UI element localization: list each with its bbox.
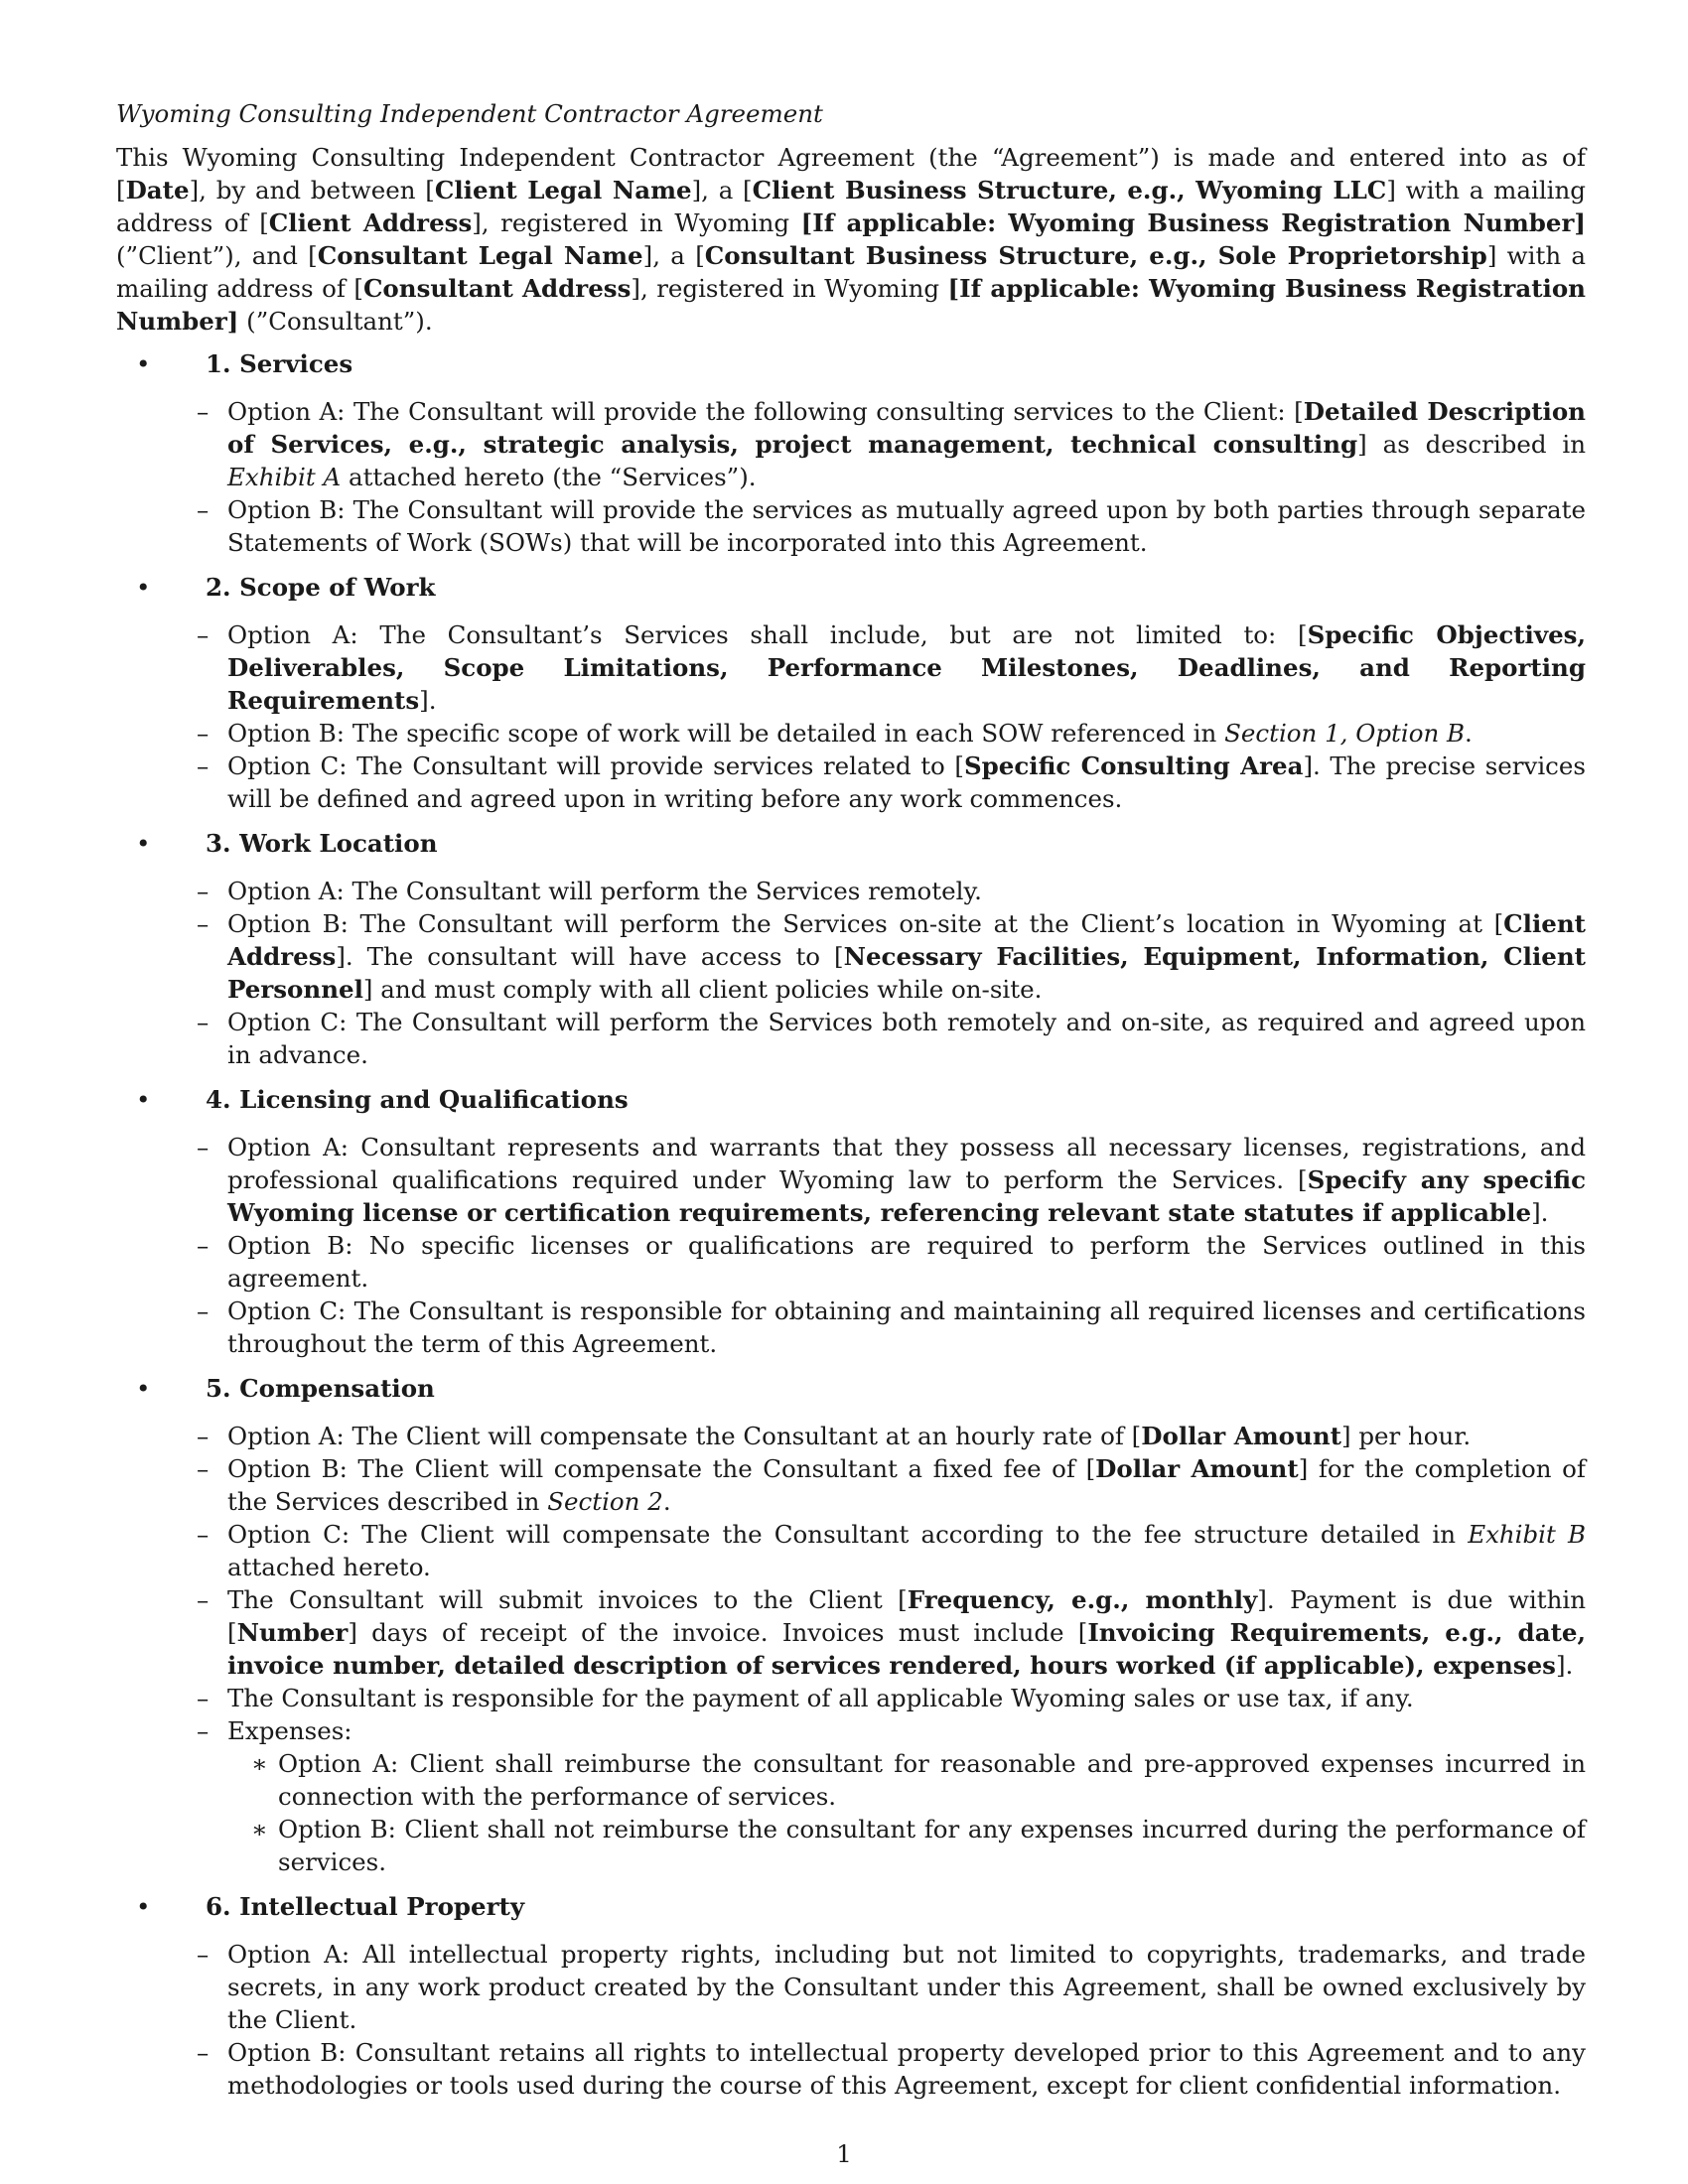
document-title: Wyoming Consulting Independent Contractor Agreement — [116, 99, 823, 128]
dash-icon: – — [197, 1585, 210, 1614]
dash-icon: – — [197, 495, 210, 524]
option-list — [116, 395, 1586, 559]
option-item: – Option A: The Consultant will perform the Services remotely. — [197, 877, 982, 905]
section-heading: • 1. Services — [136, 349, 353, 378]
option-item: – Option A: The Consultant’s Services shall include, but are not limited to: [Specific Objectives, Deliverables, Scope Limitations, Performance Milestones, Deadlines, and Reporting Requirements]. — [197, 620, 1587, 715]
dash-icon: – — [197, 1231, 210, 1260]
section-scope-of-work — [116, 571, 1586, 815]
section-compensation — [116, 1372, 1586, 1878]
dash-icon: – — [197, 620, 210, 649]
option-item: – The Consultant will submit invoices to the Client [Frequency, e.g., monthly]. Payment is due within [Number] days of receipt of the invoice. Invoices must include [Invoicing Requirements, e.g., date, invoice number, detailed description of services rendered, hours worked (if applicable), expenses]. — [197, 1585, 1587, 1680]
dash-icon: – — [197, 397, 210, 426]
bullet-icon: • — [136, 573, 151, 602]
bullet-icon: • — [136, 1085, 151, 1114]
dash-icon: – — [197, 1454, 210, 1483]
option-item: – Option A: Consultant represents and warrants that they possess all necessary licenses, registrations, and professional qualifications required under Wyoming law to perform the Services. [Specify any specific Wyoming license or certification requirements, referencing relevant state statutes if applicable]. — [197, 1133, 1586, 1227]
option-item: – Option A: All intellectual property rights, including but not limited to copyrights, trademarks, and trade secrets, in any work product created by the Consultant under this Agreement, shall be owned exclusively by the Client. — [197, 1940, 1586, 2034]
dash-icon: – — [197, 1297, 210, 1325]
dash-icon: – — [197, 1133, 210, 1161]
bullet-icon: • — [136, 1374, 151, 1403]
dash-icon: – — [197, 1422, 210, 1450]
asterisk-icon: ∗ — [251, 1749, 268, 1778]
section-heading: • 5. Compensation — [136, 1374, 435, 1403]
page-number: 1 — [836, 2139, 852, 2168]
bullet-icon: • — [136, 349, 151, 378]
dash-icon: – — [197, 877, 210, 905]
bullet-icon: • — [136, 829, 151, 858]
option-item: – Option C: The Consultant will provide services related to [Specific Consulting Area]. The precise services will be defined and agreed upon in writing before any work commences. — [197, 751, 1586, 813]
dash-icon: – — [197, 751, 210, 780]
section-heading: • 6. Intellectual Property — [136, 1892, 525, 1921]
dash-icon: – — [197, 1684, 210, 1712]
option-item: – Option B: The Consultant will perform the Services on-site at the Client’s location in Wyoming at [Client Address]. The consultant will have access to [Necessary Facilities, Equipment, Information, Client Personnel] and must comply with all client policies while on-site. — [197, 909, 1586, 1004]
option-item: – Option B: The Consultant will provide the services as mutually agreed upon by both parties through separate Statements of Work (SOWs) that will be incorporated into this Agreement. — [197, 495, 1586, 557]
dash-icon: – — [197, 1008, 210, 1036]
dash-icon: – — [197, 2038, 210, 2067]
bullet-icon: • — [136, 1892, 151, 1921]
asterisk-icon: ∗ — [251, 1815, 268, 1843]
dash-icon: – — [197, 719, 210, 748]
sub-option-item: ∗ Option A: Client shall reimburse the consultant for reasonable and pre-approved expenses incurred in connection with the performance of services. — [251, 1749, 1586, 1811]
option-list — [116, 875, 1586, 1071]
option-item: – Expenses: ∗ Option A: Client shall reimburse the consultant for reasonable and pre-approved expenses incurred in connection with the performance of services. ∗ Option B: Client shall not reimburse the consultant for any expenses incurred during the performance of services. — [197, 1716, 1586, 1876]
section-intellectual-property — [116, 1890, 1586, 2102]
expenses-sublist — [227, 1747, 1586, 1878]
sub-option-item: ∗ Option B: Client shall not reimburse the consultant for any expenses incurred during the performance of services. — [251, 1815, 1586, 1876]
section-licensing — [116, 1083, 1586, 1360]
option-item: – Option A: The Client will compensate the Consultant at an hourly rate of [Dollar Amount] per hour. — [197, 1422, 1472, 1450]
option-item: – Option B: The specific scope of work will be detailed in each SOW referenced in Section 1, Option B. — [197, 719, 1473, 748]
option-list — [116, 1938, 1586, 2102]
option-item: – The Consultant is responsible for the payment of all applicable Wyoming sales or use tax, if any. — [197, 1684, 1414, 1712]
option-list — [116, 618, 1586, 815]
dash-icon: – — [197, 909, 210, 938]
section-heading: • 2. Scope of Work — [136, 573, 436, 602]
dash-icon: – — [197, 1940, 210, 1969]
section-heading: • 3. Work Location — [136, 829, 438, 858]
intro-paragraph: This Wyoming Consulting Independent Contractor Agreement (the “Agreement”) is made and entered into as of [Date], by and between [Client Legal Name], a [Client Business Structure, e.g., Wyoming LLC] with a mailing address of [Client Address], registered in Wyoming [If applicable: Wyoming Business Registration Number] (”Client”), and [Consultant Legal Name], a [Consultant Business Structure, e.g., Sole Proprietorship] with a mailing address of [Consultant Address], registered in Wyoming [If applicable: Wyoming Business Registration Number] (”Consultant”). — [116, 143, 1587, 336]
section-work-location — [116, 827, 1586, 1071]
option-item: – Option A: The Consultant will provide the following consulting services to the Client: [Detailed Description of Services, e.g., strategic analysis, project management, technical consulting] as described in Exhibit A attached hereto (the “Services”). — [197, 397, 1587, 491]
option-list — [116, 1420, 1586, 1878]
dash-icon: – — [197, 1520, 210, 1549]
option-item: – Option B: Consultant retains all rights to intellectual property developed prior to this Agreement and to any methodologies or tools used during the course of this Agreement, except for client confidential information. — [197, 2038, 1586, 2100]
section-heading: • 4. Licensing and Qualifications — [136, 1085, 629, 1114]
option-item: – Option C: The Consultant will perform the Services both remotely and on-site, as required and agreed upon in advance. — [197, 1008, 1586, 1069]
document-page — [116, 97, 1586, 2114]
option-item: – Option C: The Client will compensate the Consultant according to the fee structure detailed in Exhibit B attached hereto. — [197, 1520, 1586, 1581]
option-item: – Option B: The Client will compensate the Consultant a fixed fee of [Dollar Amount] for the completion of the Services described in Section 2. — [197, 1454, 1586, 1516]
option-item: – Option C: The Consultant is responsible for obtaining and maintaining all required licenses and certifications throughout the term of this Agreement. — [197, 1297, 1586, 1358]
option-item: – Option B: No specific licenses or qualifications are required to perform the Services outlined in this agreement. — [197, 1231, 1586, 1293]
section-services — [116, 347, 1586, 559]
dash-icon: – — [197, 1716, 210, 1745]
option-list — [116, 1131, 1586, 1360]
